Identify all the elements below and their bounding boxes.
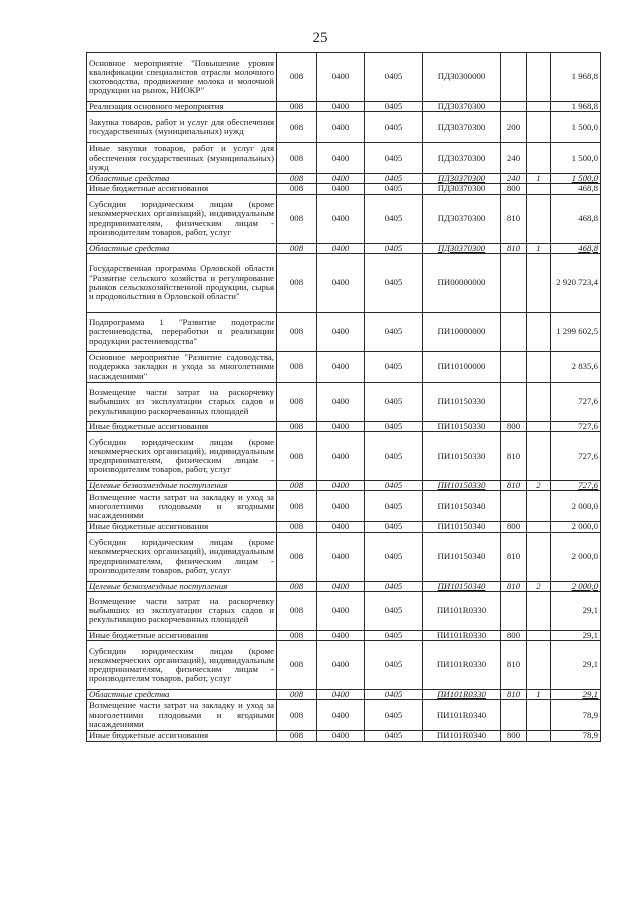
row-grbs: 008 [277, 194, 317, 243]
row-name: Иные бюджетные ассигнования [87, 630, 277, 640]
row-amount: 1 299 602,5 [551, 312, 601, 351]
table-row [87, 143, 601, 174]
row-name: Целевые безвозмездные поступления [87, 481, 277, 491]
row-vr [501, 700, 527, 731]
row-vr: 800 [501, 731, 527, 741]
table-row [87, 700, 601, 731]
row-csr: ПД30370300 [423, 174, 501, 184]
row-grbs: 008 [277, 581, 317, 591]
row-name: Возмещение части затрат на раскорчевку выбывших из эксплуатации старых садов и рекультивацию раскорчеванных площадей [87, 382, 277, 421]
row-amount: 1 500,0 [551, 174, 601, 184]
table-row [87, 522, 601, 532]
row-amount: 78,9 [551, 731, 601, 741]
row-pr: 0405 [365, 532, 423, 581]
row-src [527, 112, 551, 143]
row-pr: 0405 [365, 432, 423, 481]
row-src [527, 591, 551, 630]
row-vr: 810 [501, 194, 527, 243]
row-amount: 2 000,0 [551, 532, 601, 581]
row-grbs: 008 [277, 312, 317, 351]
row-vr [501, 312, 527, 351]
row-csr: ПД30370300 [423, 184, 501, 194]
row-pr: 0405 [365, 53, 423, 102]
row-name: Субсидии юридическим лицам (кроме некоммерческих организаций), индивидуальным предпринимателям, физическим лицам - производителям товаров, работ, услуг [87, 432, 277, 481]
table-row [87, 243, 601, 253]
row-pr: 0405 [365, 184, 423, 194]
row-src [527, 641, 551, 690]
row-csr: ПИ101R0330 [423, 690, 501, 700]
row-pr: 0405 [365, 700, 423, 731]
row-vr [501, 382, 527, 421]
row-name: Субсидии юридическим лицам (кроме некоммерческих организаций), индивидуальным предпринимателям, физическим лицам - производителям товаров, работ, услуг [87, 194, 277, 243]
row-amount: 468,8 [551, 184, 601, 194]
row-name: Иные бюджетные ассигнования [87, 421, 277, 431]
row-csr: ПИ10150340 [423, 491, 501, 522]
row-grbs: 008 [277, 112, 317, 143]
row-rz: 0400 [317, 591, 365, 630]
row-rz: 0400 [317, 253, 365, 312]
row-pr: 0405 [365, 581, 423, 591]
row-pr: 0405 [365, 690, 423, 700]
row-src [527, 312, 551, 351]
row-name: Субсидии юридическим лицам (кроме некоммерческих организаций), индивидуальным предпринимателям, физическим лицам - производителям товаров, работ, услуг [87, 641, 277, 690]
row-amount: 78,9 [551, 700, 601, 731]
row-rz: 0400 [317, 700, 365, 731]
row-grbs: 008 [277, 102, 317, 112]
row-rz: 0400 [317, 112, 365, 143]
table-row [87, 690, 601, 700]
row-amount: 2 000,0 [551, 581, 601, 591]
row-csr: ПИ101R0340 [423, 700, 501, 731]
row-grbs: 008 [277, 641, 317, 690]
row-src [527, 700, 551, 731]
table-row [87, 253, 601, 312]
page-number: 25 [312, 30, 328, 46]
row-name: Целевые безвозмездные поступления [87, 581, 277, 591]
row-name: Закупка товаров, работ и услуг для обеспечения государственных (муниципальных) нужд [87, 112, 277, 143]
row-src: 2 [527, 481, 551, 491]
row-rz: 0400 [317, 194, 365, 243]
row-csr: ПИ10100000 [423, 351, 501, 382]
row-name: Государственная программа Орловской области "Развитие сельского хозяйства и регулирование рынков сельскохозяйственной продукции, сырья и продовольствия в Орловской области" [87, 253, 277, 312]
row-grbs: 008 [277, 700, 317, 731]
row-vr: 810 [501, 690, 527, 700]
row-amount: 1 968,8 [551, 102, 601, 112]
row-csr: ПД30300000 [423, 53, 501, 102]
row-rz: 0400 [317, 174, 365, 184]
table-row [87, 194, 601, 243]
row-csr: ПИ101R0330 [423, 630, 501, 640]
row-pr: 0405 [365, 630, 423, 640]
row-rz: 0400 [317, 53, 365, 102]
row-vr: 810 [501, 641, 527, 690]
row-name: Основное мероприятие "Повышение уровня квалификации специалистов отрасли молочного скотоводства, продвижение молока и молочной продукции на рынок, НИОКР" [87, 53, 277, 102]
row-grbs: 008 [277, 382, 317, 421]
row-csr: ПИ101R0330 [423, 591, 501, 630]
row-name: Основное мероприятие "Развитие садоводства, поддержка закладки и ухода за многолетними насаждениями" [87, 351, 277, 382]
table-row [87, 630, 601, 640]
row-rz: 0400 [317, 630, 365, 640]
row-vr: 240 [501, 143, 527, 174]
budget-table [86, 52, 601, 742]
row-amount: 2 000,0 [551, 491, 601, 522]
row-vr [501, 102, 527, 112]
row-rz: 0400 [317, 690, 365, 700]
row-rz: 0400 [317, 522, 365, 532]
row-pr: 0405 [365, 174, 423, 184]
table-row [87, 641, 601, 690]
row-vr: 810 [501, 432, 527, 481]
row-rz: 0400 [317, 581, 365, 591]
row-name: Возмещение части затрат на закладку и уход за многолетними плодовыми и ягодными насаждениями [87, 491, 277, 522]
row-grbs: 008 [277, 253, 317, 312]
row-csr: ПД30370300 [423, 243, 501, 253]
row-csr: ПИ10150330 [423, 421, 501, 431]
table-row [87, 53, 601, 102]
row-amount: 29,1 [551, 591, 601, 630]
row-amount: 1 968,8 [551, 53, 601, 102]
row-grbs: 008 [277, 481, 317, 491]
row-rz: 0400 [317, 532, 365, 581]
row-grbs: 008 [277, 143, 317, 174]
row-grbs: 008 [277, 432, 317, 481]
row-grbs: 008 [277, 491, 317, 522]
row-amount: 727,6 [551, 432, 601, 481]
row-grbs: 008 [277, 243, 317, 253]
row-pr: 0405 [365, 591, 423, 630]
row-csr: ПИ101R0330 [423, 641, 501, 690]
row-rz: 0400 [317, 382, 365, 421]
row-amount: 1 500,0 [551, 143, 601, 174]
row-pr: 0405 [365, 143, 423, 174]
row-vr: 200 [501, 112, 527, 143]
row-vr: 810 [501, 581, 527, 591]
row-src [527, 53, 551, 102]
row-grbs: 008 [277, 421, 317, 431]
row-name: Субсидии юридическим лицам (кроме некоммерческих организаций), индивидуальным предпринимателям, физическим лицам - производителям товаров, работ, услуг [87, 532, 277, 581]
row-name: Иные закупки товаров, работ и услуг для обеспечения государственных (муниципальных) нужд [87, 143, 277, 174]
row-rz: 0400 [317, 184, 365, 194]
table-row [87, 481, 601, 491]
table-row [87, 432, 601, 481]
row-pr: 0405 [365, 491, 423, 522]
row-src: 1 [527, 243, 551, 253]
row-src [527, 491, 551, 522]
row-vr [501, 591, 527, 630]
row-src [527, 184, 551, 194]
row-rz: 0400 [317, 243, 365, 253]
row-rz: 0400 [317, 481, 365, 491]
row-amount: 727,6 [551, 481, 601, 491]
row-vr: 800 [501, 522, 527, 532]
row-amount: 2 920 723,4 [551, 253, 601, 312]
row-amount: 468,8 [551, 194, 601, 243]
row-vr [501, 253, 527, 312]
row-csr: ПД30370300 [423, 194, 501, 243]
table-row [87, 184, 601, 194]
row-pr: 0405 [365, 194, 423, 243]
row-vr [501, 491, 527, 522]
row-src [527, 532, 551, 581]
row-amount: 468,8 [551, 243, 601, 253]
row-rz: 0400 [317, 491, 365, 522]
row-src [527, 630, 551, 640]
row-src: 1 [527, 174, 551, 184]
row-pr: 0405 [365, 481, 423, 491]
row-grbs: 008 [277, 351, 317, 382]
row-grbs: 008 [277, 53, 317, 102]
row-csr: ПИ10150340 [423, 532, 501, 581]
row-amount: 727,6 [551, 421, 601, 431]
row-name: Областные средства [87, 174, 277, 184]
row-pr: 0405 [365, 102, 423, 112]
table-row [87, 532, 601, 581]
row-amount: 2 000,0 [551, 522, 601, 532]
row-pr: 0405 [365, 351, 423, 382]
row-csr: ПИ10000000 [423, 312, 501, 351]
row-src [527, 253, 551, 312]
row-pr: 0405 [365, 731, 423, 741]
row-grbs: 008 [277, 690, 317, 700]
row-grbs: 008 [277, 532, 317, 581]
row-csr: ПД30370300 [423, 143, 501, 174]
table-row [87, 591, 601, 630]
row-src: 1 [527, 690, 551, 700]
table-row [87, 351, 601, 382]
row-grbs: 008 [277, 591, 317, 630]
row-rz: 0400 [317, 102, 365, 112]
table-row [87, 312, 601, 351]
row-amount: 29,1 [551, 630, 601, 640]
table-row [87, 491, 601, 522]
row-rz: 0400 [317, 421, 365, 431]
row-csr: ПИ10150330 [423, 432, 501, 481]
row-pr: 0405 [365, 253, 423, 312]
row-vr [501, 53, 527, 102]
row-vr: 800 [501, 184, 527, 194]
row-csr: ПИ10150330 [423, 481, 501, 491]
row-src [527, 102, 551, 112]
table-row [87, 581, 601, 591]
row-rz: 0400 [317, 432, 365, 481]
row-grbs: 008 [277, 630, 317, 640]
row-pr: 0405 [365, 243, 423, 253]
row-rz: 0400 [317, 143, 365, 174]
row-vr: 810 [501, 481, 527, 491]
row-src [527, 194, 551, 243]
row-pr: 0405 [365, 382, 423, 421]
row-amount: 727,6 [551, 382, 601, 421]
table-row [87, 731, 601, 741]
row-src [527, 351, 551, 382]
row-csr: ПИ101R0340 [423, 731, 501, 741]
row-rz: 0400 [317, 731, 365, 741]
row-src [527, 421, 551, 431]
row-pr: 0405 [365, 641, 423, 690]
row-src [527, 731, 551, 741]
row-src: 2 [527, 581, 551, 591]
row-rz: 0400 [317, 351, 365, 382]
row-name: Областные средства [87, 690, 277, 700]
row-grbs: 008 [277, 522, 317, 532]
row-grbs: 008 [277, 174, 317, 184]
table-row [87, 421, 601, 431]
row-name: Областные средства [87, 243, 277, 253]
row-src [527, 382, 551, 421]
table-row [87, 112, 601, 143]
row-vr [501, 351, 527, 382]
row-rz: 0400 [317, 641, 365, 690]
row-src [527, 432, 551, 481]
row-vr: 810 [501, 532, 527, 581]
row-rz: 0400 [317, 312, 365, 351]
row-pr: 0405 [365, 522, 423, 532]
table-row [87, 382, 601, 421]
row-amount: 2 835,6 [551, 351, 601, 382]
table-row [87, 102, 601, 112]
row-csr: ПИ10150340 [423, 522, 501, 532]
row-name: Иные бюджетные ассигнования [87, 731, 277, 741]
row-vr: 240 [501, 174, 527, 184]
row-amount: 29,1 [551, 641, 601, 690]
row-grbs: 008 [277, 184, 317, 194]
row-name: Возмещение части затрат на закладку и уход за многолетними плодовыми и ягодными насаждениями [87, 700, 277, 731]
row-grbs: 008 [277, 731, 317, 741]
row-pr: 0405 [365, 112, 423, 143]
row-vr: 800 [501, 421, 527, 431]
row-src [527, 522, 551, 532]
row-vr: 800 [501, 630, 527, 640]
row-name: Иные бюджетные ассигнования [87, 184, 277, 194]
row-csr: ПИ10150330 [423, 382, 501, 421]
row-src [527, 143, 551, 174]
row-csr: ПД30370300 [423, 112, 501, 143]
row-name: Подпрограмма 1 "Развитие подотрасли растениеводства, переработки и реализации продукции растениеводства" [87, 312, 277, 351]
row-pr: 0405 [365, 312, 423, 351]
row-csr: ПД30370300 [423, 102, 501, 112]
row-csr: ПИ10150340 [423, 581, 501, 591]
row-csr: ПИ00000000 [423, 253, 501, 312]
table-row [87, 174, 601, 184]
row-pr: 0405 [365, 421, 423, 431]
row-vr: 810 [501, 243, 527, 253]
row-name: Реализация основного мероприятия [87, 102, 277, 112]
row-amount: 1 500,0 [551, 112, 601, 143]
row-name: Возмещение части затрат на раскорчевку выбывших из эксплуатации старых садов и рекультивацию раскорчеванных площадей [87, 591, 277, 630]
row-amount: 29,1 [551, 690, 601, 700]
row-name: Иные бюджетные ассигнования [87, 522, 277, 532]
